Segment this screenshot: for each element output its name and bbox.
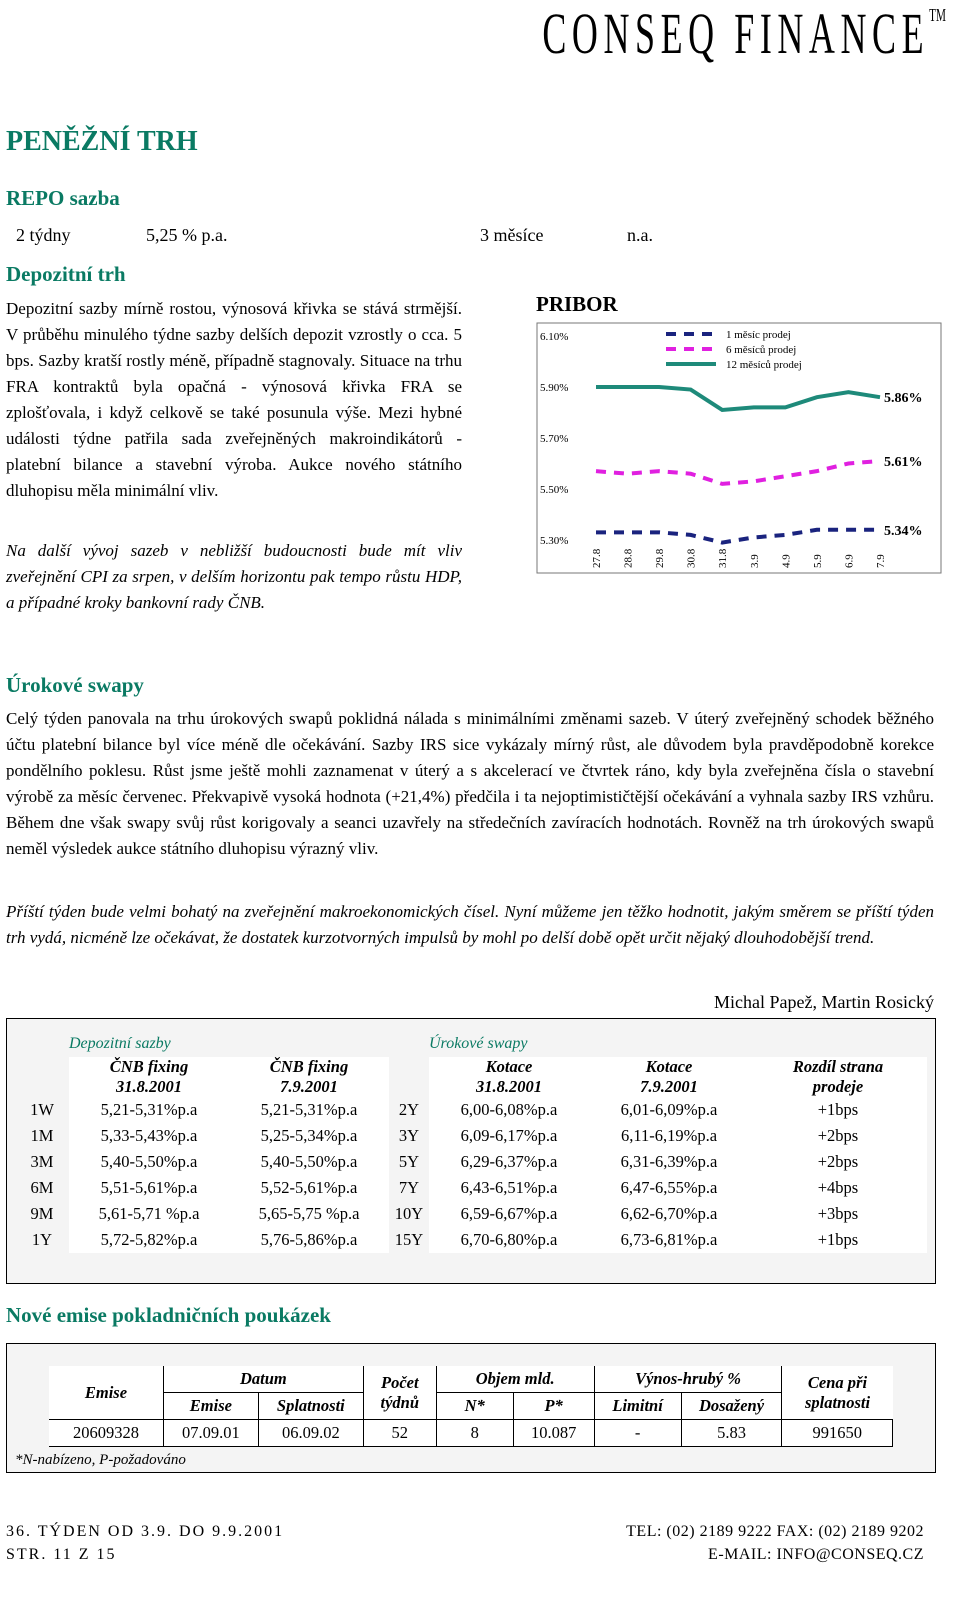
series-end-label: 5.61% <box>884 454 923 470</box>
tbill-cell: 10.087 <box>513 1420 594 1447</box>
rates-cell: 6,47-6,55%p.a <box>589 1175 749 1201</box>
x-tick-label: 27.8 <box>591 548 603 568</box>
rates-cell: 6,31-6,39%p.a <box>589 1149 749 1175</box>
series-end-label: 5.34% <box>884 523 923 539</box>
tbill-cell: 5.83 <box>681 1420 782 1447</box>
rates-cell: 5,76-5,86%p.a <box>229 1227 389 1253</box>
dep-h2b: 7.9.2001 <box>280 1077 338 1096</box>
dep-h1a: ČNB fixing <box>109 1057 189 1076</box>
repo-title: REPO sazba <box>6 186 120 210</box>
x-tick-label: 4.9 <box>780 554 793 568</box>
rates-cell: 5,65-5,75 %p.a <box>229 1201 389 1227</box>
rates-cell: 6,62-6,70%p.a <box>589 1201 749 1227</box>
rates-cell: 6,73-6,81%p.a <box>589 1227 749 1253</box>
h-cena-a: Cena při <box>807 1372 868 1392</box>
x-tick-label: 3.9 <box>748 554 761 568</box>
rates-table-box <box>6 1018 936 1284</box>
chart-title: PRIBOR <box>536 292 618 316</box>
h-p: P* <box>513 1393 594 1420</box>
rates-row <box>15 1227 927 1253</box>
sw-h1a: Kotace <box>485 1057 533 1076</box>
rates-cell: 5Y <box>398 1152 420 1171</box>
tbill-cell: 991650 <box>782 1420 893 1447</box>
h-d1: Emise <box>163 1393 258 1420</box>
h-d2: Splatnosti <box>258 1393 363 1420</box>
repo-p2-label: 3 měsíce <box>480 225 544 245</box>
repo-p2-value: n.a. <box>627 225 653 245</box>
rates-cell: 9M <box>30 1204 54 1223</box>
swaps-paragraph: Celý týden panovala na trhu úrokových swapů poklidná nálada s minimálními změnami sazeb. V úterý zveřejněný schodek běžného účtu platební bilance byl více méně dle očekávání. Sazby IRS sice vykázaly mírný růst, ale důvodem byla pravděpodobně korekce pondělního poklesu. Růst jsme ještě mohli zaznamenat v úterý a s akcelerací ve čtvrtek ráno, kdy byla zveřejněna čísla o stavební výrobě za měsíc červenec. Překvapivě vysoká hodnota (+21,4%) předčila i ta nejoptimističtější očekávání a vyhnala sazby IRS vzhůru. Během dne však swapy svůj růst korigovaly a seanci uzavřely na středečních zavíracích hodnotách. Rovněž na trh úrokových swapů neměl výsledek aukce státního dluhopisu výrazný vliv. <box>6 709 934 858</box>
rates-cell: 6,00-6,08%p.a <box>429 1097 589 1123</box>
rates-row <box>15 1149 927 1175</box>
h-pocet-a: Počet <box>380 1372 419 1392</box>
footer-phone: TEL: (02) 2189 9222 FAX: (02) 2189 9202 <box>626 1523 924 1540</box>
deposit-paragraph: Depozitní sazby mírně rostou, výnosová křivka se stává strmější. V průběhu minulého týdne sazby delších depozit vzrostly o cca. 5 bps. Sazby kratší rostly méně, případně stagnovaly. Situace na trhu FRA kontraktů byla opačná - výnosová křivka FRA se zplošťovala, i když celkově se také posunula výše. Mezi hybné události týdne patřila sada zveřejněných makroindikátorů - platební bilance a stavební výroba. Aukce nového státního dluhopisu měla minimální vliv. <box>6 299 462 500</box>
pribor-chart <box>536 322 944 576</box>
dep-title: Depozitní sazby <box>69 1035 171 1052</box>
sw-h3a: Rozdíl strana <box>792 1057 884 1076</box>
rates-cell: 5,21-5,31%p.a <box>229 1097 389 1123</box>
rates-cell: 6,29-6,37%p.a <box>429 1149 589 1175</box>
rates-cell: +4bps <box>749 1175 927 1201</box>
rates-row <box>15 1201 927 1227</box>
tbills-note: *N-nabízeno, P-požadováno <box>15 1452 186 1468</box>
rates-cell: 5,40-5,50%p.a <box>229 1149 389 1175</box>
legend-label: 1 měsíc prodej <box>726 329 791 341</box>
sw-h3b: prodeje <box>812 1077 864 1096</box>
h-emise: Emise <box>49 1366 163 1420</box>
rates-cell: 6,70-6,80%p.a <box>429 1227 589 1253</box>
tbills-box <box>6 1343 936 1473</box>
repo-p1-value: 5,25 % p.a. <box>146 225 228 245</box>
swaps-title: Úrokové swapy <box>6 673 144 697</box>
rates-cell: 1M <box>30 1126 54 1145</box>
sw-h1b: 31.8.2001 <box>476 1077 542 1096</box>
footer-week: 36. TÝDEN OD 3.9. DO 9.9.2001 <box>6 1523 285 1540</box>
tbill-cell: 8 <box>436 1420 513 1447</box>
tbill-cell: - <box>594 1420 681 1447</box>
y-tick-label: 5.30% <box>540 535 569 547</box>
section-title: PENĚŽNÍ TRH <box>6 126 198 157</box>
rates-cell: +3bps <box>749 1201 927 1227</box>
rates-row <box>15 1097 927 1123</box>
authors: Michal Papež, Martin Rosický <box>714 992 934 1012</box>
x-tick-label: 28.8 <box>622 548 635 568</box>
company-logo: CONSEQ FINANCE™ <box>542 1 946 66</box>
x-tick-label: 30.8 <box>685 548 698 568</box>
rates-cell: 6,59-6,67%p.a <box>429 1201 589 1227</box>
rates-cell: +1bps <box>749 1097 927 1123</box>
h-cena-b: splatnosti <box>804 1392 871 1412</box>
rates-cell: 15Y <box>394 1230 424 1249</box>
rates-cell: 5,40-5,50%p.a <box>69 1149 229 1175</box>
tbill-cell: 07.09.01 <box>163 1420 258 1447</box>
rates-row <box>15 1123 927 1149</box>
sw-h2a: Kotace <box>645 1057 693 1076</box>
rates-cell: 5,51-5,61%p.a <box>69 1175 229 1201</box>
legend-label: 6 měsíců prodej <box>726 344 797 356</box>
deposit-title: Depozitní trh <box>6 262 126 286</box>
tbill-cell: 20609328 <box>49 1420 163 1447</box>
y-tick-label: 6.10% <box>540 331 569 343</box>
x-tick-label: 7.9 <box>875 554 887 568</box>
swap-title: Úrokové swapy <box>429 1035 528 1052</box>
rates-cell: 5,25-5,34%p.a <box>229 1123 389 1149</box>
swaps-outlook: Příští týden bude velmi bohatý na zveřejnění makroekonomických čísel. Nyní můžeme jen těžko hodnotit, jakým směrem se příští týden trh vydá, nicméně lze očekávat, že dostatek kurzotvorných impulsů by mohl po delší době opět určit nějaký dlouhodobější trend. <box>6 902 934 947</box>
y-tick-label: 5.90% <box>540 382 569 394</box>
h-datum: Datum <box>163 1366 363 1393</box>
rates-cell: 3Y <box>398 1126 420 1145</box>
x-tick-label: 6.9 <box>843 554 856 568</box>
footer-page: STR. 11 Z 15 <box>6 1546 117 1563</box>
dep-h2a: ČNB fixing <box>269 1057 349 1076</box>
h-lim: Limitní <box>594 1393 681 1420</box>
series-end-label: 5.86% <box>884 391 923 407</box>
x-tick-label: 31.8 <box>717 548 730 568</box>
y-tick-label: 5.70% <box>540 433 569 445</box>
rates-cell: 5,52-5,61%p.a <box>229 1175 389 1201</box>
rates-cell: 6,09-6,17%p.a <box>429 1123 589 1149</box>
rates-cell: 7Y <box>398 1178 420 1197</box>
footer-email: E-MAIL: INFO@CONSEQ.CZ <box>708 1546 924 1563</box>
rates-cell: 5,21-5,31%p.a <box>69 1097 229 1123</box>
rates-cell: 3M <box>30 1152 54 1171</box>
h-dos: Dosažený <box>681 1393 782 1420</box>
rates-cell: +2bps <box>749 1149 927 1175</box>
y-tick-label: 5.50% <box>540 484 569 496</box>
rates-cell: 10Y <box>394 1204 424 1223</box>
tbill-cell: 06.09.02 <box>258 1420 363 1447</box>
rates-cell: +2bps <box>749 1123 927 1149</box>
h-n: N* <box>436 1393 513 1420</box>
rates-row <box>15 1175 927 1201</box>
deposit-outlook: Na další vývoj sazeb v nebližší budoucnosti bude mít vliv zveřejnění CPI za srpen, v delším horizontu pak tempo růstu HDP, a případné kroky bankovní rady ČNB. <box>6 541 462 612</box>
rates-cell: 6,43-6,51%p.a <box>429 1175 589 1201</box>
rates-cell: +1bps <box>749 1227 927 1253</box>
rates-cell: 2Y <box>398 1100 420 1119</box>
h-vynos: Výnos-hrubý % <box>594 1366 782 1393</box>
rates-cell: 6,01-6,09%p.a <box>589 1097 749 1123</box>
h-pocet-b: týdnů <box>380 1392 420 1412</box>
h-objem: Objem mld. <box>436 1366 594 1393</box>
tbills-table <box>49 1366 893 1447</box>
dep-h1b: 31.8.2001 <box>116 1077 182 1096</box>
rates-table <box>15 1031 927 1253</box>
tbills-title: Nové emise pokladničních poukázek <box>6 1303 331 1327</box>
rates-cell: 6M <box>30 1178 54 1197</box>
legend-label: 12 měsíců prodej <box>726 359 802 371</box>
tbill-cell: 52 <box>363 1420 436 1447</box>
rates-cell: 5,61-5,71 %p.a <box>69 1201 229 1227</box>
x-tick-label: 5.9 <box>811 554 824 568</box>
rates-cell: 5,72-5,82%p.a <box>69 1227 229 1253</box>
repo-p1-label: 2 týdny <box>16 225 71 245</box>
sw-h2b: 7.9.2001 <box>640 1077 698 1096</box>
rates-cell: 6,11-6,19%p.a <box>589 1123 749 1149</box>
x-tick-label: 29.8 <box>654 548 667 568</box>
rates-cell: 1W <box>30 1100 54 1119</box>
rates-cell: 5,33-5,43%p.a <box>69 1123 229 1149</box>
rates-cell: 1Y <box>31 1230 53 1249</box>
